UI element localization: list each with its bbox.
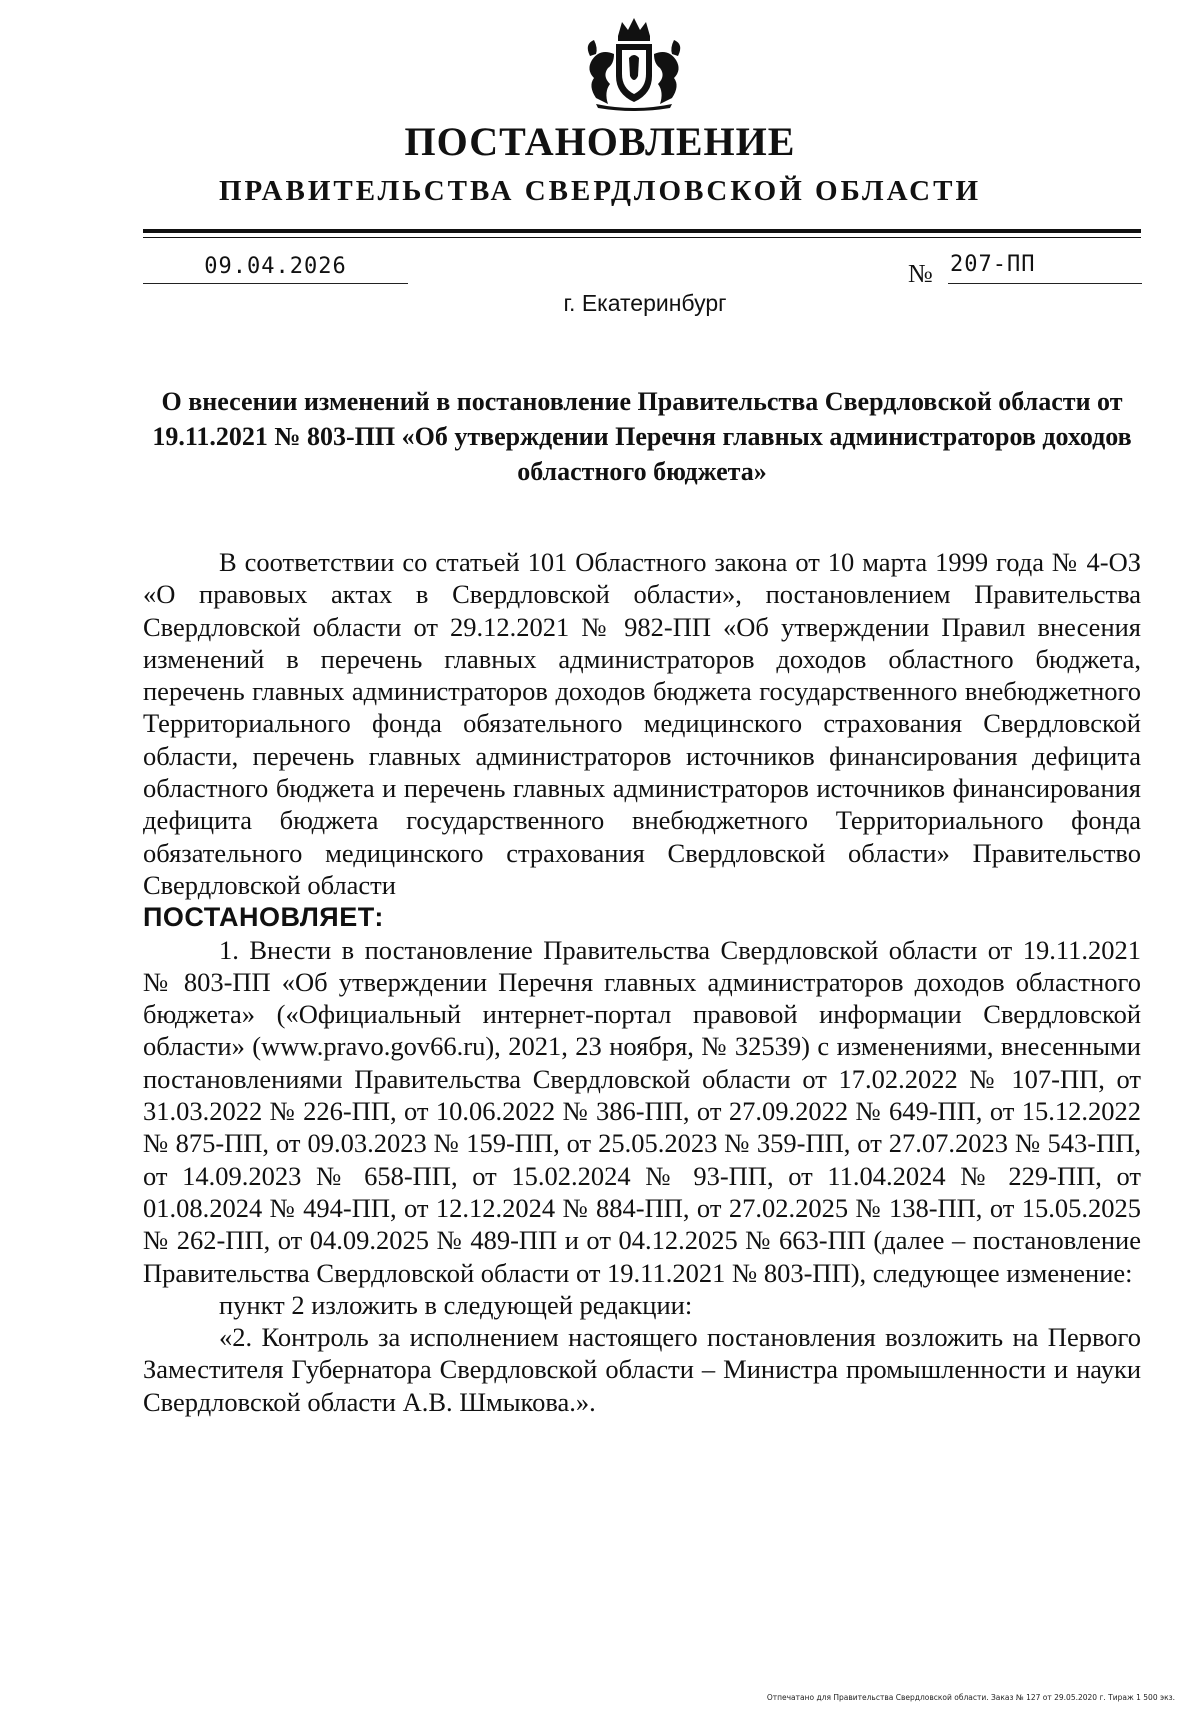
document-number: 207-ПП — [950, 252, 1036, 277]
item-1-new-text: «2. Контроль за исполнением настоящего постановления возложить на Первого Заместителя Губернатора Свердловской области – Министра промышленности и науки Свердловской области А.В. Шмыкова.». — [143, 1322, 1141, 1417]
header-divider-thin — [143, 237, 1141, 238]
print-footer: Отпечатано для Правительства Свердловской области. Заказ № 127 от 29.05.2020 г. Тираж 1 500 экз. — [766, 1693, 1175, 1702]
document-subject: О внесении изменений в постановление Правительства Свердловской области от 19.11.2021 № 803-ПП «Об утверждении Перечня главных администраторов доходов областного бюджета» — [152, 387, 1132, 486]
issuing-authority: ПРАВИТЕЛЬСТВА СВЕРДЛОВСКОЙ ОБЛАСТИ — [218, 175, 982, 207]
item-1-paragraph: 1. Внести в постановление Правительства Свердловской области от 19.11.2021 № 803-ПП «Об утверждении Перечня главных администраторов доходов областного бюджета» («Официальный интернет-портал правовой информации Свердловской области» (www.pravo.gov66.ru), 2021, 23 ноября, № 32539) с изменениями, внесенными постановлениями Правительства Свердловской области от 17.02.2022 № 107-ПП, от 31.03.2022 № 226-ПП, от 10.06.2022 № 386-ПП, от 27.09.2022 № 649-ПП, от 15.12.2022 № 875-ПП, от 09.03.2023 № 159-ПП, от 25.05.2023 № 359-ПП, от 27.07.2023 № 543-ПП, от 14.09.2023 № 658-ПП, от 15.02.2024 № 93-ПП, от 11.04.2024 № 229-ПП, от 01.08.2024 № 494-ПП, от 12.12.2024 № 884-ПП, от 27.02.2025 № 138-ПП, от 15.05.2025 № 262-ПП, от 04.09.2025 № 489-ПП и от 04.12.2025 № 663-ПП (далее – постановление Правительства Свердловской области от 19.11.2021 № 803-ПП), следующее изменение: — [143, 934, 1141, 1288]
date-underline — [143, 283, 408, 284]
header-divider-thick — [143, 229, 1141, 233]
item-1-instruction: пункт 2 изложить в следующей редакции: — [219, 1289, 693, 1320]
city: г. Екатеринбург — [563, 290, 727, 316]
resolves-heading: ПОСТАНОВЛЯЕТ: — [143, 902, 384, 933]
document-date: 09.04.2026 — [204, 254, 347, 279]
coat-of-arms-icon — [574, 14, 694, 112]
number-sign: № — [908, 259, 933, 288]
document-body — [143, 546, 1141, 1418]
number-underline — [948, 283, 1142, 284]
preamble-paragraph: В соответствии со статьей 101 Областного закона от 10 марта 1999 года № 4-ОЗ «О правовых актах в Свердловской области», постановлением Правительства Свердловской области от 29.12.2021 № 982-ПП «Об утверждении Правил внесения изменений в перечень главных администраторов доходов областного бюджета, перечень главных администраторов доходов бюджета государственного внебюджетного Территориального фонда обязательного медицинского страхования Свердловской области, перечень главных администраторов источников финансирования дефицита областного бюджета и перечень главных администраторов источников финансирования дефицита бюджета государственного внебюджетного Территориального фонда обязательного медицинского страхования Свердловской области» Правительство Свердловской области — [143, 547, 1141, 900]
document-title: ПОСТАНОВЛЕНИЕ — [404, 119, 796, 164]
